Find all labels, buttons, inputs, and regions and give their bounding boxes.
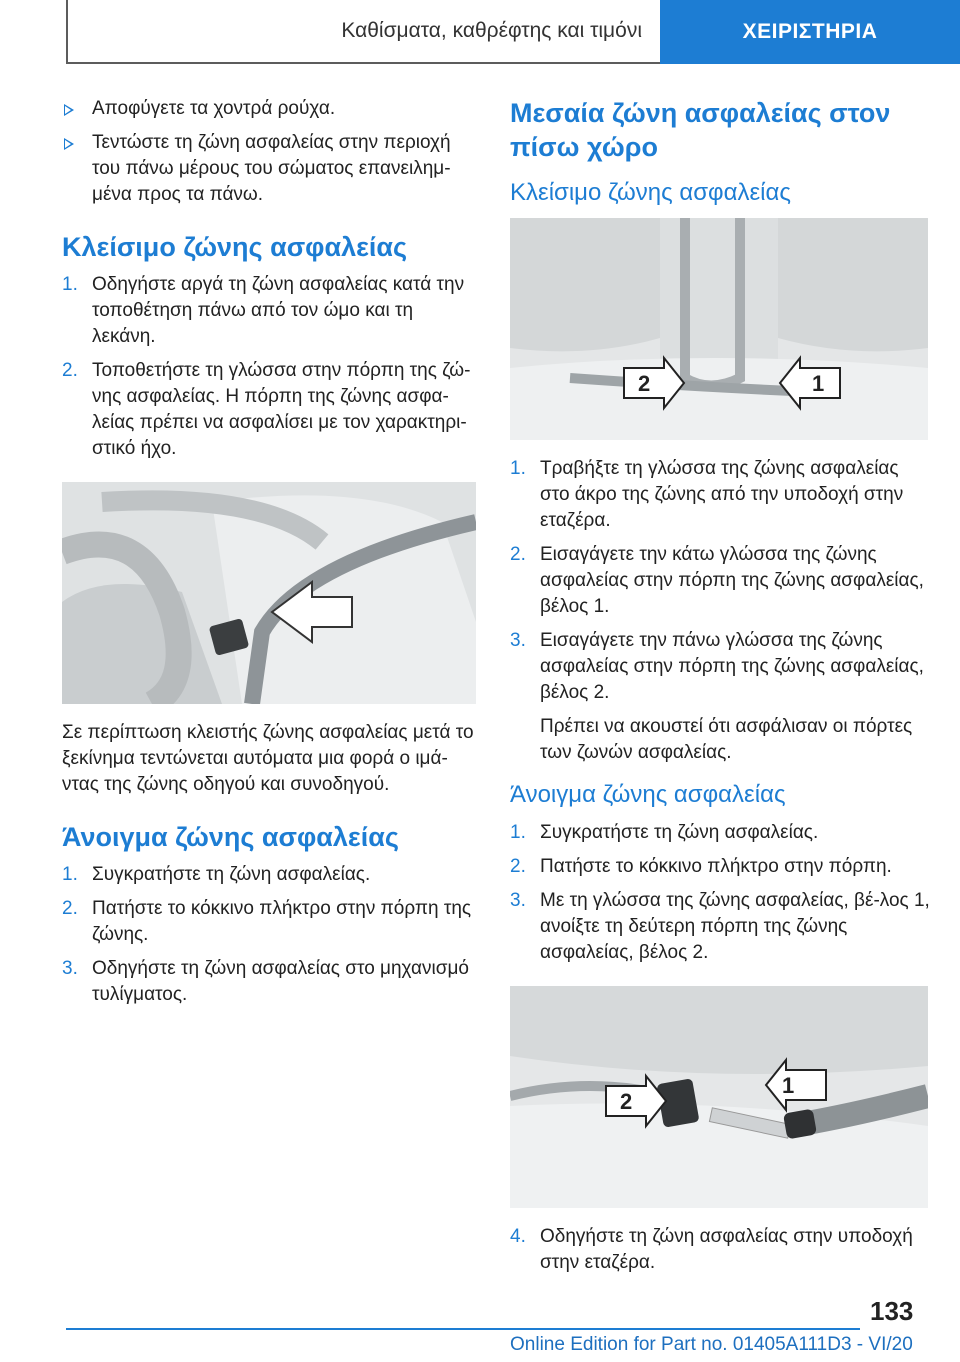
bullet-item: Τεντώστε τη ζώνη ασφαλείας στην περιοχή του πάνω μέρους του σώματος επανειλημ‐μένα προς τα πάνω. xyxy=(62,130,480,208)
section-title: Καθίσματα, καθρέφτης και τιμόνι xyxy=(341,19,642,42)
callout-label: 1 xyxy=(812,371,825,396)
edition-link[interactable]: Online Edition for Part no. 01405A111D3 - VI/20 xyxy=(510,1334,913,1355)
step-item: 2. Τοποθετήστε τη γλώσσα στην πόρπη της ζώ‐νης ασφαλείας. Η πόρπη της ζώνης ασφα‐λείας πρέπει να ασφαλίσει με τον χαρακτηρι‐στικό ήχο. xyxy=(62,360,471,459)
callout-label: 1 xyxy=(782,1073,795,1098)
auto-tension-paragraph: Σε περίπτωση κλειστής ζώνης ασφαλείας μετά το ξεκίνημα τεντώνεται αυτόματα μια φορά ο ιμά‐ντας της ζώνης οδηγού και συνοδηγού. xyxy=(62,722,474,795)
triangle-bullet-icon xyxy=(64,104,74,116)
heading-open-belt: Άνοιγμα ζώνης ασφαλείας xyxy=(62,822,399,852)
figure-rear-belt-close xyxy=(510,218,928,440)
step-item: 1. Συγκρατήστε τη ζώνη ασφαλείας. xyxy=(510,822,819,843)
heading-close-belt: Κλείσιμο ζώνης ασφαλείας xyxy=(62,232,408,262)
figure-front-seat-belt xyxy=(62,482,476,704)
triangle-bullet-icon xyxy=(64,138,74,150)
subheading-close-belt: Κλείσιμο ζώνης ασφαλείας xyxy=(510,179,791,206)
step-item: 2. Πατήστε το κόκκινο πλήκτρο στην πόρπη. xyxy=(510,856,892,877)
footer-rule xyxy=(66,1328,860,1330)
chapter-tab[interactable]: ΧΕΙΡΙΣΤΗΡΙΑ xyxy=(660,0,960,64)
step-note: Πρέπει να ακουστεί ότι ασφάλισαν οι πόρτες των ζωνών ασφαλείας. xyxy=(540,716,913,763)
figure-rear-belt-open xyxy=(510,986,928,1208)
bullet-item: Αποφύγετε τα χοντρά ρούχα. xyxy=(62,96,480,122)
right-column xyxy=(510,96,930,1284)
step-item: 4. Οδηγήστε τη ζώνη ασφαλείας στην υποδοχή στην εταζέρα. xyxy=(510,1226,913,1273)
callout-label: 2 xyxy=(638,371,651,396)
step-item: 2. Πατήστε το κόκκινο πλήκτρο στην πόρπη της ζώνης. xyxy=(62,898,472,945)
step-item: 2. Εισαγάγετε την κάτω γλώσσα της ζώνης ασφαλείας στην πόρπη της ζώνης ασφαλείας, βέλος 1. xyxy=(510,544,924,617)
step-item: 3. Με τη γλώσσα της ζώνης ασφαλείας, βέ‐λος 1, ανοίξτε τη δεύτερη πόρπη της ζώνης ασφαλείας, βέλος 2. xyxy=(510,890,930,963)
step-item: 3. Οδηγήστε τη ζώνη ασφαλείας στο μηχανισμό τυλίγματος. xyxy=(62,958,469,1005)
step-item: 1. Τραβήξτε τη γλώσσα της ζώνης ασφαλείας στο άκρο της ζώνης από την υποδοχή στην εταζέρα. xyxy=(510,458,904,531)
heading-rear-center-belt: Μεσαία ζώνη ασφαλείας στον πίσω χώρο xyxy=(510,98,891,162)
step-item: 3. Εισαγάγετε την πάνω γλώσσα της ζώνης ασφαλείας στην πόρπη της ζώνης ασφαλείας, βέλος 2. xyxy=(510,630,924,703)
callout-label: 2 xyxy=(620,1089,633,1114)
step-item: 1. Οδηγήστε αργά τη ζώνη ασφαλείας κατά την τοποθέτηση πάνω από τον ώμο και τη λεκάνη. xyxy=(62,274,465,347)
page-number: 133 xyxy=(870,1296,914,1326)
left-column xyxy=(62,96,480,1016)
step-item: 1. Συγκρατήστε τη ζώνη ασφαλείας. xyxy=(62,864,371,885)
subheading-open-belt: Άνοιγμα ζώνης ασφαλείας xyxy=(510,781,786,808)
